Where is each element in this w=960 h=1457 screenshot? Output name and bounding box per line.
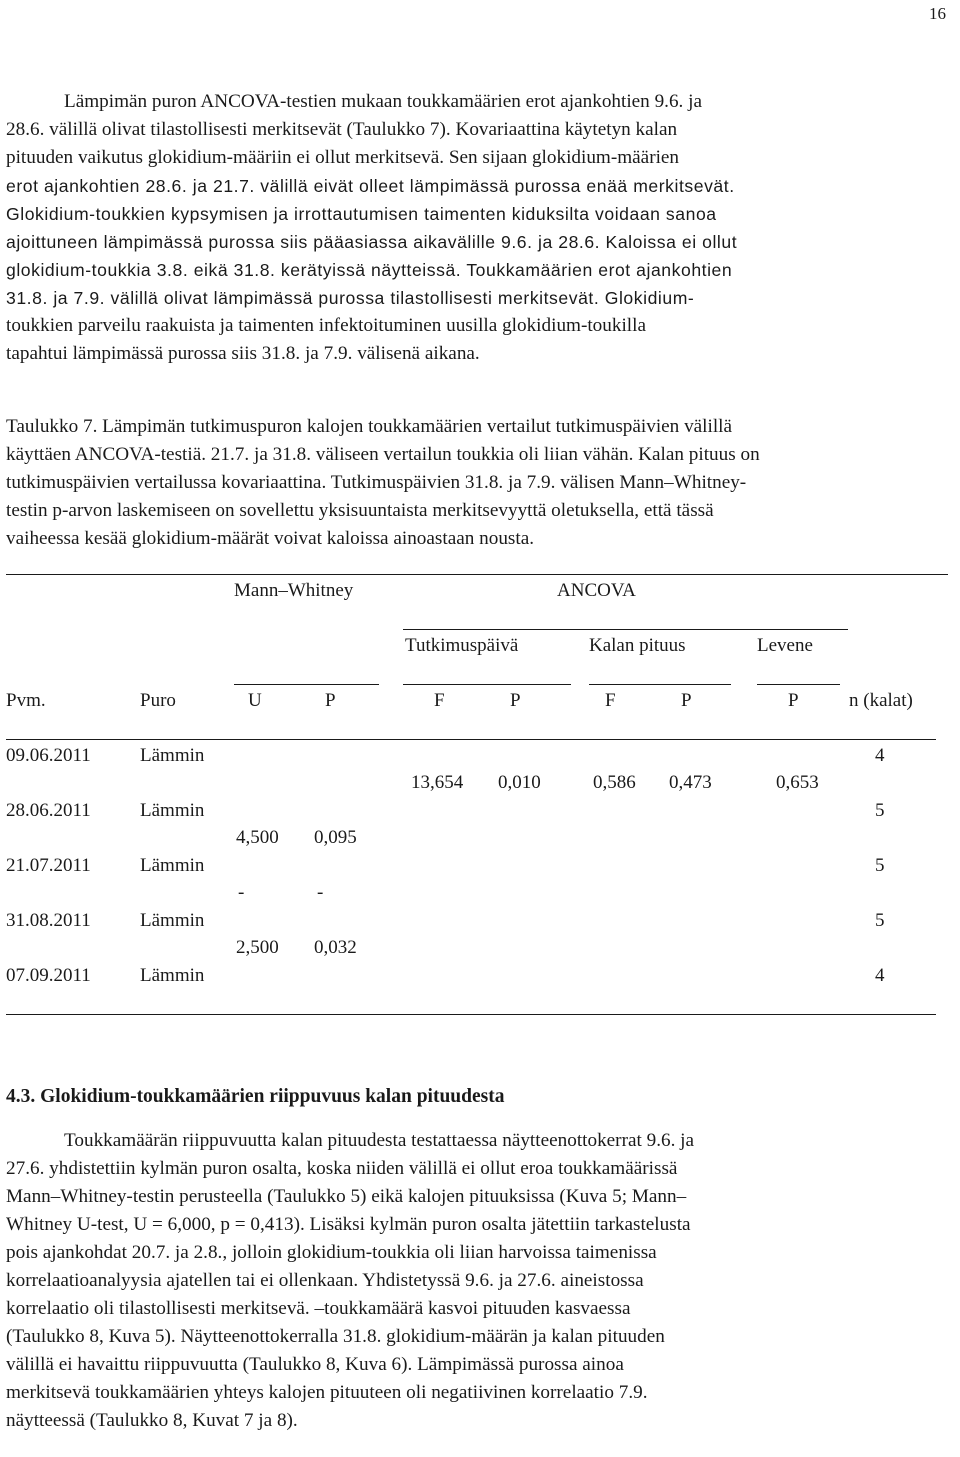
table-row-date: 07.09.2011 (6, 965, 91, 986)
text-line: 31.8. ja 7.9. välillä olivat lämpimässä purossa tilastollisesti merkitsevät. Glokidium- (6, 288, 695, 308)
text-line: erot ajankohtien 28.6. ja 21.7. välillä eivät olleet lämpimässä purossa enää merkitsevät. (6, 176, 735, 196)
table-row-n: 5 (875, 855, 885, 876)
group-header-mann-whitney: Mann–Whitney (234, 580, 354, 601)
text-line: käyttäen ANCOVA-testiä. 21.7. ja 31.8. väliseen vertailun toukkia oli liian vähän. Kalan pituus on (6, 444, 760, 465)
col-header-p-mw: P (325, 690, 336, 711)
subheader-levene: Levene (757, 635, 813, 656)
section-heading: 4.3. Glokidium-toukkamäärien riippuvuus kalan pituudesta (6, 1086, 505, 1107)
col-header-p-levene: P (788, 690, 799, 711)
mw-u-value: 4,500 (236, 827, 279, 848)
col-header-u: U (248, 690, 262, 711)
table-row-stream: Lämmin (140, 745, 205, 766)
col-header-p-day: P (510, 690, 521, 711)
text-line: välillä ei havaittu riippuvuutta (Taulukko 8, Kuva 6). Lämpimässä purossa ainoa (6, 1354, 624, 1375)
mw-p-value: - (317, 882, 324, 903)
tutkimuspaiva-rule (403, 684, 571, 685)
table-row-n: 4 (875, 965, 885, 986)
mw-u-value: - (238, 882, 245, 903)
ancova-f-length: 0,586 (593, 772, 636, 793)
table-row-date: 28.06.2011 (6, 800, 91, 821)
table-row-stream: Lämmin (140, 910, 205, 931)
text-line: pituuden vaikutus glokidium-määriin ei ollut merkitsevä. Sen sijaan glokidium-määrien (6, 147, 680, 168)
ancova-p-length: 0,473 (669, 772, 712, 793)
text-line: pois ajankohdat 20.7. ja 2.8., jolloin glokidium-toukkia oli liian harvoissa taimenissa (6, 1242, 657, 1263)
text-line: (Taulukko 8, Kuva 5). Näytteenottokerralla 31.8. glokidium-määrän ja kalan pituuden (6, 1326, 665, 1347)
table-row-n: 4 (875, 745, 885, 766)
mw-p-value: 0,095 (314, 827, 357, 848)
table-bottom-rule (6, 1014, 936, 1015)
results-paragraph (6, 88, 954, 368)
table-row-date: 31.08.2011 (6, 910, 91, 931)
table-top-rule (6, 574, 948, 575)
subheader-kalan-pituus: Kalan pituus (589, 635, 686, 656)
col-header-pvm: Pvm. (6, 690, 46, 711)
text-line: Toukkamäärän riippuvuutta kalan pituudesta testattaessa näytteenottokerrat 9.6. ja (64, 1130, 695, 1151)
ancova-p-levene: 0,653 (776, 772, 819, 793)
text-line: Mann–Whitney-testin perusteella (Taulukko 5) eikä kalojen pituuksissa (Kuva 5; Mann– (6, 1186, 687, 1207)
table-row-stream: Lämmin (140, 800, 205, 821)
mw-p-value: 0,032 (314, 937, 357, 958)
mw-rule (234, 684, 379, 685)
text-line: Lämpimän puron ANCOVA-testien mukaan toukkamäärien erot ajankohtien 9.6. ja (64, 91, 703, 112)
text-line: tutkimuspäivien vertailussa kovariaattina. Tutkimuspäivien 31.8. ja 7.9. välisen Mann–Whitney- (6, 472, 747, 493)
text-line: glokidium-toukkia 3.8. eikä 31.8. kerätyissä näytteissä. Toukkamäärien erot ajankohtien (6, 260, 733, 280)
text-line: Whitney U-test, U = 6,000, p = 0,413). Lisäksi kylmän puron osalta jätettiin tarkastelusta (6, 1214, 691, 1235)
ancova-p-day: 0,010 (498, 772, 541, 793)
text-line: tapahtui lämpimässä purossa siis 31.8. ja 7.9. välisenä aikana. (6, 343, 480, 364)
mw-u-value: 2,500 (236, 937, 279, 958)
table-caption (6, 413, 954, 553)
body-paragraph (6, 1127, 954, 1435)
table-row-stream: Lämmin (140, 855, 205, 876)
table-row-n: 5 (875, 910, 885, 931)
col-header-n: n (kalat) (849, 690, 913, 711)
text-line: toukkien parveilu raakuista ja taimenten infektoituminen uusilla glokidium-toukilla (6, 315, 646, 336)
text-line: 27.6. yhdistettiin kylmän puron osalta, koska niiden välillä ei ollut eroa toukkamäärissä (6, 1158, 678, 1179)
ancova-f-day: 13,654 (411, 772, 464, 793)
group-header-ancova: ANCOVA (557, 580, 636, 601)
col-header-f-length: F (605, 690, 616, 711)
levene-rule (757, 684, 840, 685)
text-line: Taulukko 7. Lämpimän tutkimuspuron kalojen toukkamäärien vertailut tutkimuspäivien välillä (6, 416, 733, 437)
text-line: merkitsevä toukkamäärien yhteys kalojen pituuteen oli negatiivinen korrelaatio 7.9. (6, 1382, 648, 1403)
text-line: 28.6. välillä olivat tilastollisesti merkitsevät (Taulukko 7). Kovariaattina käytetyn kalan (6, 119, 678, 140)
text-line: korrelaatioanalyysia ajatellen tai ei ollenkaan. Yhdistetyssä 9.6. ja 27.6. aineistossa (6, 1270, 644, 1291)
text-line: Glokidium-toukkien kypsymisen ja irrottautumisen taimenten kiduksilta voidaan sanoa (6, 204, 717, 224)
ancova-rule (403, 629, 848, 630)
table-row-n: 5 (875, 800, 885, 821)
table-row-date: 21.07.2011 (6, 855, 91, 876)
table-row-stream: Lämmin (140, 965, 205, 986)
header-bottom-rule (6, 739, 936, 740)
text-line: testin p-arvon laskemiseen on sovellettu yksisuuntaista merkitsevyyttä oletuksella, että tässä (6, 500, 714, 521)
page-number: 16 (929, 4, 946, 23)
text-line: korrelaatio oli tilastollisesti merkitsevä. –toukkamäärä kasvoi pituuden kasvaessa (6, 1298, 631, 1319)
subheader-tutkimuspaiva: Tutkimuspäivä (405, 635, 519, 656)
table-row-date: 09.06.2011 (6, 745, 91, 766)
text-line: näytteessä (Taulukko 8, Kuvat 7 ja 8). (6, 1410, 298, 1431)
text-line: vaiheessa kesää glokidium-määrät voivat kaloissa ainoastaan nousta. (6, 528, 535, 549)
text-line: ajoittuneen lämpimässä purossa siis pääasiassa aikavälille 9.6. ja 28.6. Kaloissa ei ollut (6, 232, 738, 252)
col-header-p-length: P (681, 690, 692, 711)
kalan-pituus-rule (589, 684, 731, 685)
col-header-puro: Puro (140, 690, 176, 711)
col-header-f-day: F (434, 690, 445, 711)
